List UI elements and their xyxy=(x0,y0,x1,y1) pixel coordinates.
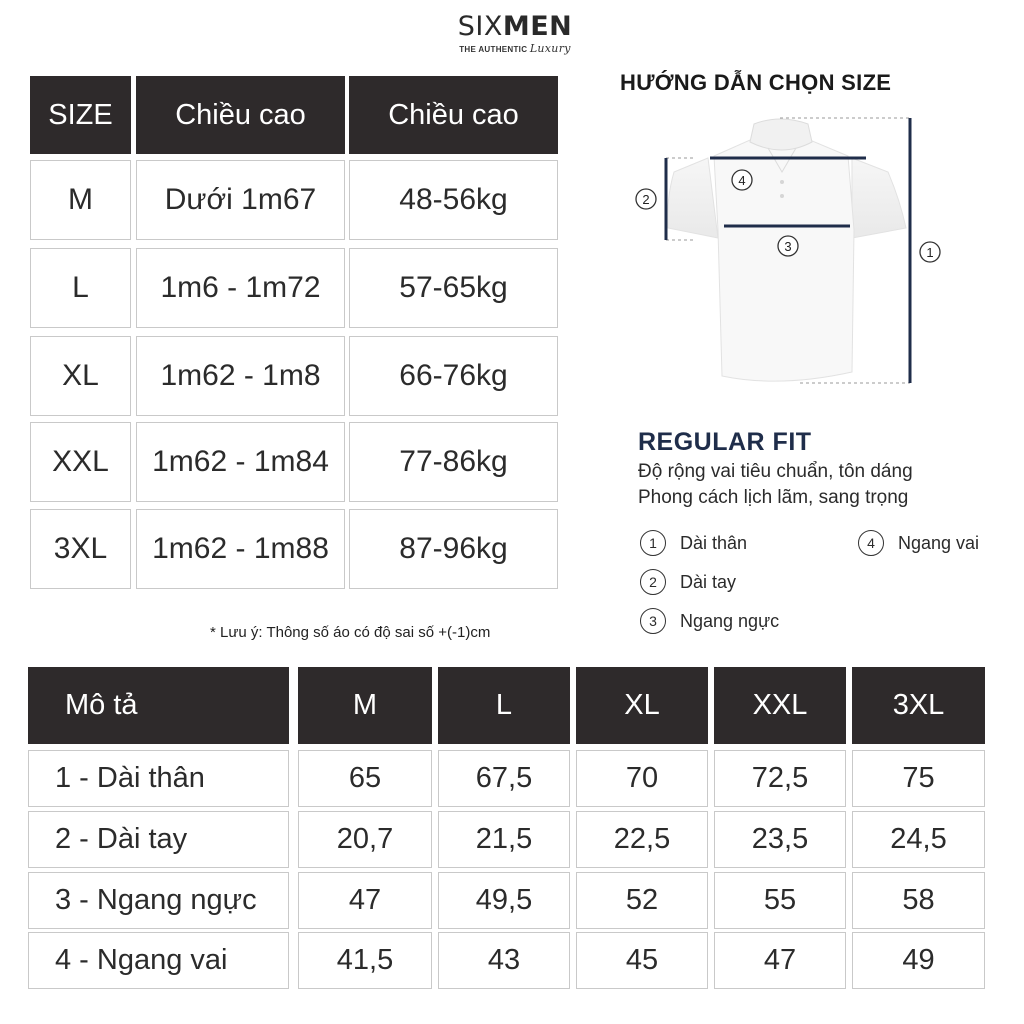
measure-header: Mô tả xyxy=(28,667,289,744)
height-cell: 1m62 - 1m84 xyxy=(136,422,345,502)
measure-header: M xyxy=(298,667,432,744)
measure-label-cell: 2 - Dài tay xyxy=(28,811,289,868)
measure-value-cell: 55 xyxy=(714,872,846,929)
measure-label-cell: 4 - Ngang vai xyxy=(28,932,289,989)
weight-cell: 87-96kg xyxy=(349,509,558,589)
legend-label: Ngang ngực xyxy=(680,610,780,631)
height-cell: 1m6 - 1m72 xyxy=(136,248,345,328)
brand-tagline: THE AUTHENTIC Luxury xyxy=(459,42,571,55)
number-circle-icon: 1 xyxy=(640,530,666,556)
number-circle-icon: 3 xyxy=(640,608,666,634)
size-cell: L xyxy=(30,248,131,328)
measure-value-cell: 23,5 xyxy=(714,811,846,868)
weight-cell: 66-76kg xyxy=(349,336,558,416)
measure-header: XL xyxy=(576,667,708,744)
measure-value-cell: 43 xyxy=(438,932,570,989)
size-cell: XXL xyxy=(30,422,131,502)
number-circle-icon: 2 xyxy=(640,569,666,595)
weight-cell: 77-86kg xyxy=(349,422,558,502)
tolerance-note: * Lưu ý: Thông số áo có độ sai số +(-1)cm xyxy=(210,624,491,641)
measure-value-cell: 67,5 xyxy=(438,750,570,807)
marker-2: 2 xyxy=(642,192,650,207)
measure-value-cell: 65 xyxy=(298,750,432,807)
measure-value-cell: 21,5 xyxy=(438,811,570,868)
size-table-header: SIZE xyxy=(30,76,131,154)
size-cell: M xyxy=(30,160,131,240)
measure-value-cell: 75 xyxy=(852,750,985,807)
legend-item xyxy=(858,530,979,556)
legend-item xyxy=(640,569,736,595)
measure-header: XXL xyxy=(714,667,846,744)
measure-value-cell: 49,5 xyxy=(438,872,570,929)
legend-label: Dài tay xyxy=(680,571,737,592)
measure-value-cell: 41,5 xyxy=(298,932,432,989)
weight-cell: 48-56kg xyxy=(349,160,558,240)
marker-4: 4 xyxy=(738,173,746,188)
legend-item xyxy=(640,608,779,634)
measure-value-cell: 45 xyxy=(576,932,708,989)
measure-value-cell: 22,5 xyxy=(576,811,708,868)
number-circle-icon: 4 xyxy=(858,530,884,556)
guide-title: HƯỚNG DẪN CHỌN SIZE xyxy=(620,70,892,95)
measure-value-cell: 70 xyxy=(576,750,708,807)
weight-cell: 57-65kg xyxy=(349,248,558,328)
measure-value-cell: 72,5 xyxy=(714,750,846,807)
brand-name: SIXMEN xyxy=(457,11,573,42)
legend-label: Dài thân xyxy=(680,532,748,553)
measure-value-cell: 52 xyxy=(576,872,708,929)
measure-value-cell: 58 xyxy=(852,872,985,929)
size-cell: XL xyxy=(30,336,131,416)
size-cell: 3XL xyxy=(30,509,131,589)
polo-shirt-illustration xyxy=(630,110,960,395)
measure-value-cell: 47 xyxy=(714,932,846,989)
measure-label-cell: 1 - Dài thân xyxy=(28,750,289,807)
brand-logo xyxy=(440,10,590,55)
measure-label-cell: 3 - Ngang ngực xyxy=(28,872,289,929)
height-cell: 1m62 - 1m88 xyxy=(136,509,345,589)
measure-value-cell: 20,7 xyxy=(298,811,432,868)
fit-title: REGULAR FIT xyxy=(638,428,812,456)
measure-header: L xyxy=(438,667,570,744)
marker-3: 3 xyxy=(784,239,792,254)
measure-value-cell: 24,5 xyxy=(852,811,985,868)
legend-label: Ngang vai xyxy=(898,532,980,553)
measure-value-cell: 49 xyxy=(852,932,985,989)
measure-value-cell: 47 xyxy=(298,872,432,929)
shirt-diagram xyxy=(630,110,960,395)
marker-1: 1 xyxy=(926,245,934,260)
legend-item xyxy=(640,530,747,556)
height-cell: Dưới 1m67 xyxy=(136,160,345,240)
size-table-header: Chiều cao xyxy=(349,76,558,154)
fit-description: Độ rộng vai tiêu chuẩn, tôn dáng xyxy=(638,461,913,482)
fit-description: Phong cách lịch lãm, sang trọng xyxy=(638,487,909,508)
measure-header: 3XL xyxy=(852,667,985,744)
size-table-header: Chiều cao xyxy=(136,76,345,154)
height-cell: 1m62 - 1m8 xyxy=(136,336,345,416)
